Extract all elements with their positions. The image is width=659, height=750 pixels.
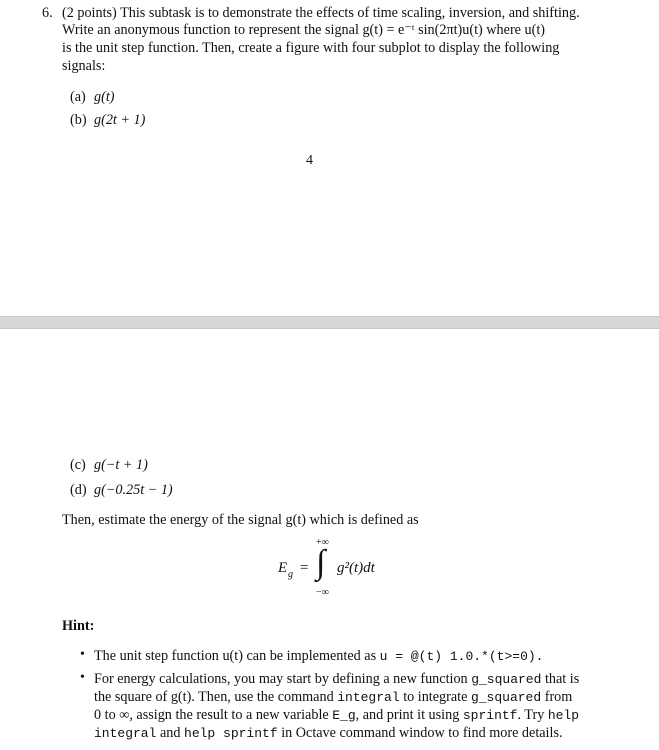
hint-b2-text: that is xyxy=(544,671,580,687)
hint-b1-code: u = @(t) 1.0.*(t>=0). xyxy=(379,649,544,664)
hint-b2-code: g_squared xyxy=(470,690,542,705)
item-a-expr: g(t) xyxy=(94,89,115,105)
energy-lhs: E xyxy=(278,560,288,576)
hint-b2-code: E_g xyxy=(332,708,356,723)
hint-b2-code: help sprintf xyxy=(184,726,278,741)
hint-bullet-2-line-4 xyxy=(94,724,563,743)
item-b-label: (b) xyxy=(70,112,87,128)
hint-bullet-2-line-2 xyxy=(94,688,572,707)
item-a-label: (a) xyxy=(70,89,86,105)
hint-bullet-2-line-1 xyxy=(94,670,579,689)
energy-lhs-sub: g xyxy=(288,569,293,580)
question-line-4: signals: xyxy=(62,58,106,74)
item-c-expr: g(−t + 1) xyxy=(94,457,148,473)
bullet-dot: • xyxy=(80,670,85,685)
hint-b1-text: The unit step function u(t) can be implemented as xyxy=(94,648,377,664)
hint-b2-text: in Octave command window to find more details. xyxy=(281,725,563,741)
hint-bullet-1 xyxy=(94,647,543,666)
item-b-expr: g(2t + 1) xyxy=(94,112,146,128)
item-d-expr: g(−0.25t − 1) xyxy=(94,482,173,498)
page-number: 4 xyxy=(306,153,313,168)
page-bottom xyxy=(0,329,659,750)
hint-b2-code: sprintf xyxy=(462,708,518,723)
hint-b2-text: and xyxy=(159,725,181,741)
hint-b2-text: from xyxy=(544,689,573,705)
hint-title: Hint: xyxy=(62,618,95,634)
hint-b2-text: the square of g(t). Then, use the command xyxy=(94,689,334,705)
hint-b2-text: 0 to ∞, assign the result to a new variable xyxy=(94,707,329,723)
hint-b2-code: g_squared xyxy=(471,672,542,687)
hint-b2-text: For energy calculations, you may start by defining a new function xyxy=(94,671,468,687)
hint-b2-text: , and print it using xyxy=(355,707,460,723)
energy-intro: Then, estimate the energy of the signal g(t) which is defined as xyxy=(62,512,419,528)
page-top xyxy=(0,0,659,316)
integral-sign: ∫ xyxy=(316,544,326,581)
hint-b2-code: integral xyxy=(94,726,157,741)
question-line-3: is the unit step function. Then, create a figure with four subplot to display the following xyxy=(62,40,560,56)
item-d-label: (d) xyxy=(70,482,87,498)
integral-lower: −∞ xyxy=(316,587,329,598)
hint-bullet-2-line-3 xyxy=(94,706,579,725)
bullet-dot: • xyxy=(80,647,85,662)
hint-b2-text: . Try xyxy=(517,707,545,723)
page-gap xyxy=(0,316,659,329)
energy-equation xyxy=(270,537,400,599)
hint-b2-text: to integrate xyxy=(403,689,468,705)
question-line-1: (2 points) This subtask is to demonstrate the effects of time scaling, inversion, and shifting. xyxy=(62,5,580,21)
integrand: g²(t)dt xyxy=(337,560,375,576)
item-c-label: (c) xyxy=(70,457,86,473)
hint-b2-code: integral xyxy=(337,690,400,705)
integral-upper: +∞ xyxy=(316,537,329,548)
question-number: 6. xyxy=(42,5,53,21)
hint-b2-code: help xyxy=(547,708,580,723)
question-line-2: Write an anonymous function to represent the signal g(t) = e⁻ᵗ sin(2πt)u(t) where u(t) xyxy=(62,22,545,38)
energy-equals: = xyxy=(300,560,309,576)
